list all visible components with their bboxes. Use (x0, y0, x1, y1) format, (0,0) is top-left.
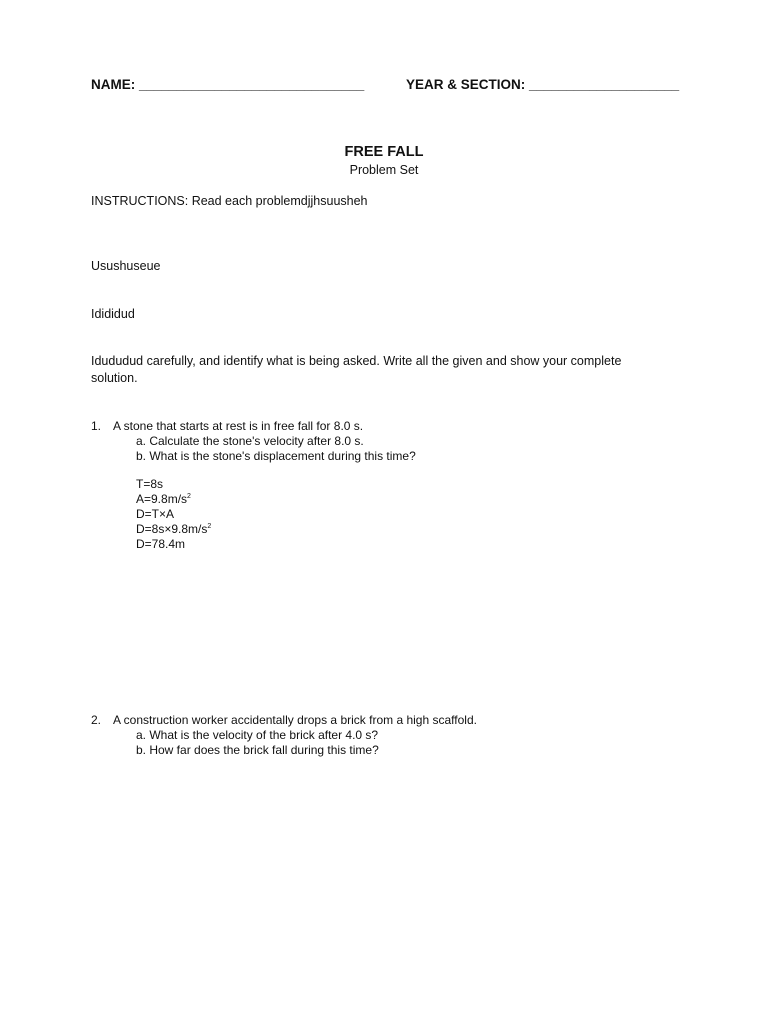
question-text: A stone that starts at rest is in free fall for 8.0 s. (113, 419, 364, 433)
worksheet-title: FREE FALL (344, 144, 424, 160)
question-text: A construction worker accidentally drops a brick from a high scaffold. (113, 713, 477, 727)
exponent: 2 (187, 493, 191, 500)
student-info-header (91, 77, 691, 97)
question-part-a: a. Calculate the stone's velocity after 8.0 s. (136, 434, 364, 448)
worksheet-subtitle: Problem Set (349, 163, 419, 177)
work-text: D=8s×9.8m/s (136, 522, 208, 536)
year-section-field[interactable]: YEAR & SECTION: ____________________ (406, 77, 680, 92)
paragraph-1: Usushuseue (91, 259, 161, 273)
question-part-b: b. How far does the brick fall during this time? (136, 743, 379, 757)
work-line-time: T=8s (136, 477, 164, 491)
name-field[interactable]: NAME: ______________________________ (91, 77, 365, 92)
work-line-result: D=78.4m (136, 537, 186, 551)
question-number: 2. (91, 713, 102, 727)
instructions-text: INSTRUCTIONS: Read each problemdjjhsuusheh (91, 194, 368, 208)
work-text: A=9.8m/s (136, 492, 188, 506)
paragraph-3: Idududud carefully, and identify what is being asked. Write all the given and show your complete solution. (91, 354, 622, 385)
question-number: 1. (91, 419, 102, 433)
question-part-a: a. What is the velocity of the brick after 4.0 s? (136, 728, 379, 742)
exponent: 2 (207, 523, 212, 530)
paragraph-2: Idididud (91, 307, 135, 321)
work-line-substitution (136, 522, 211, 537)
work-line-formula: D=T×A (136, 507, 175, 521)
work-line-acceleration (136, 492, 191, 507)
question-part-b: b. What is the stone's displacement during this time? (136, 449, 416, 463)
